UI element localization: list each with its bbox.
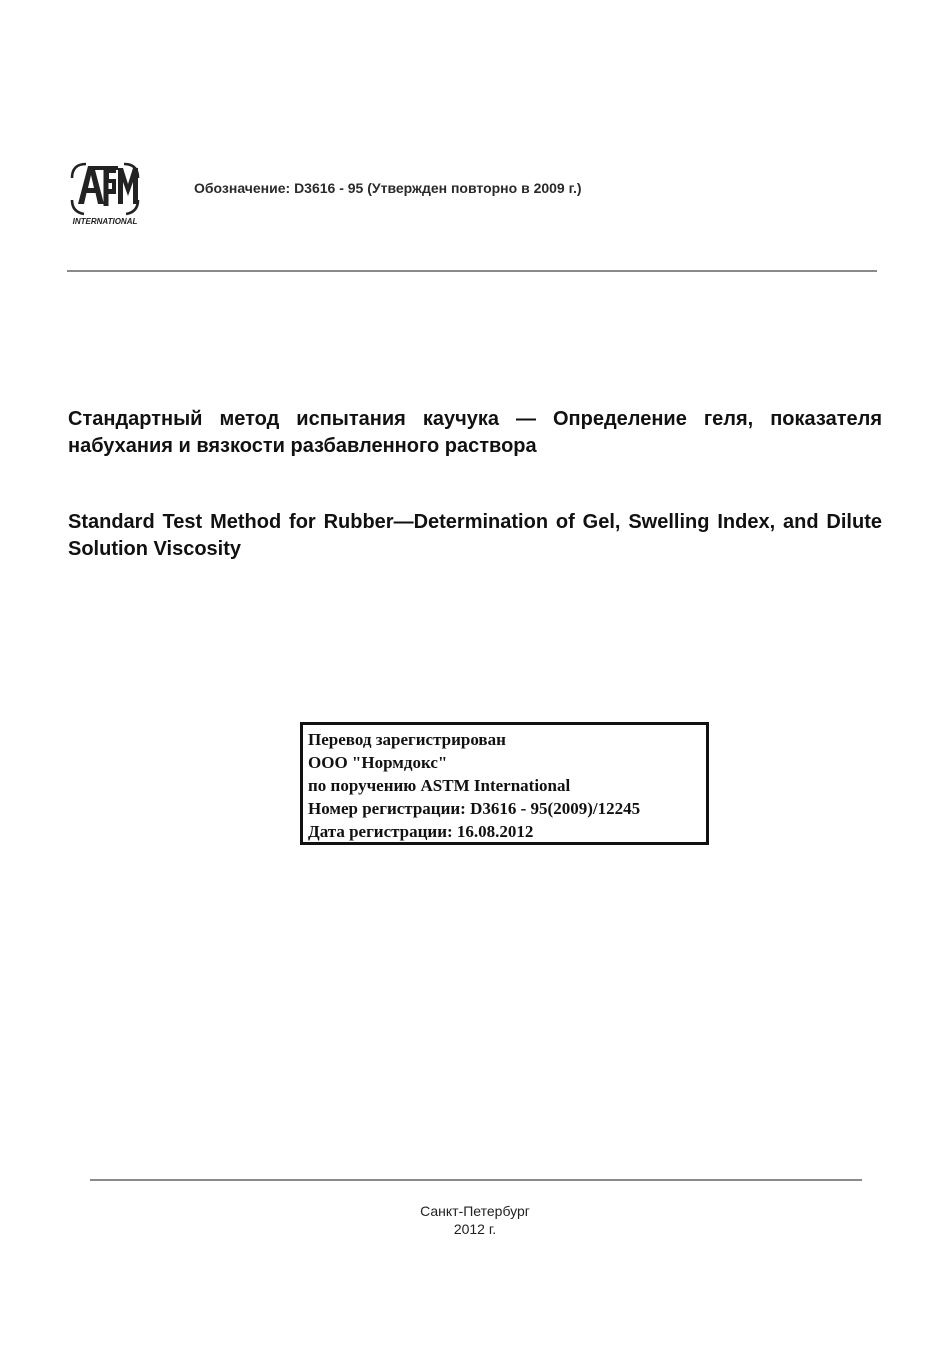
footer-city: Санкт-Петербург (420, 1203, 530, 1219)
registration-number: Номер регистрации: D3616 - 95(2009)/12245 (308, 799, 641, 818)
header-divider (67, 270, 877, 272)
title-russian: Стандартный метод испытания каучука — Определение геля, показателя набухания и вязкости разбавленного раствора (68, 408, 882, 457)
title-english: Standard Test Method for Rubber—Determination of Gel, Swelling Index, and Dilute Solution Viscosity (68, 511, 882, 560)
astm-logo-icon (66, 158, 144, 228)
registration-line: по поручению ASTM International (308, 776, 571, 795)
footer-divider (90, 1179, 862, 1181)
registration-date: Дата регистрации: 16.08.2012 (308, 822, 534, 841)
registration-company: ООО "Нормдокс" (308, 753, 448, 772)
footer-year: 2012 г. (453, 1221, 497, 1237)
document-designation: Обозначение: D3616 - 95 (Утвержден повторно в 2009 г.) (194, 180, 582, 196)
registration-line: Перевод зарегистрирован (308, 730, 506, 749)
logo-text: INTERNATIONAL (72, 217, 138, 226)
registration-box (300, 722, 709, 845)
